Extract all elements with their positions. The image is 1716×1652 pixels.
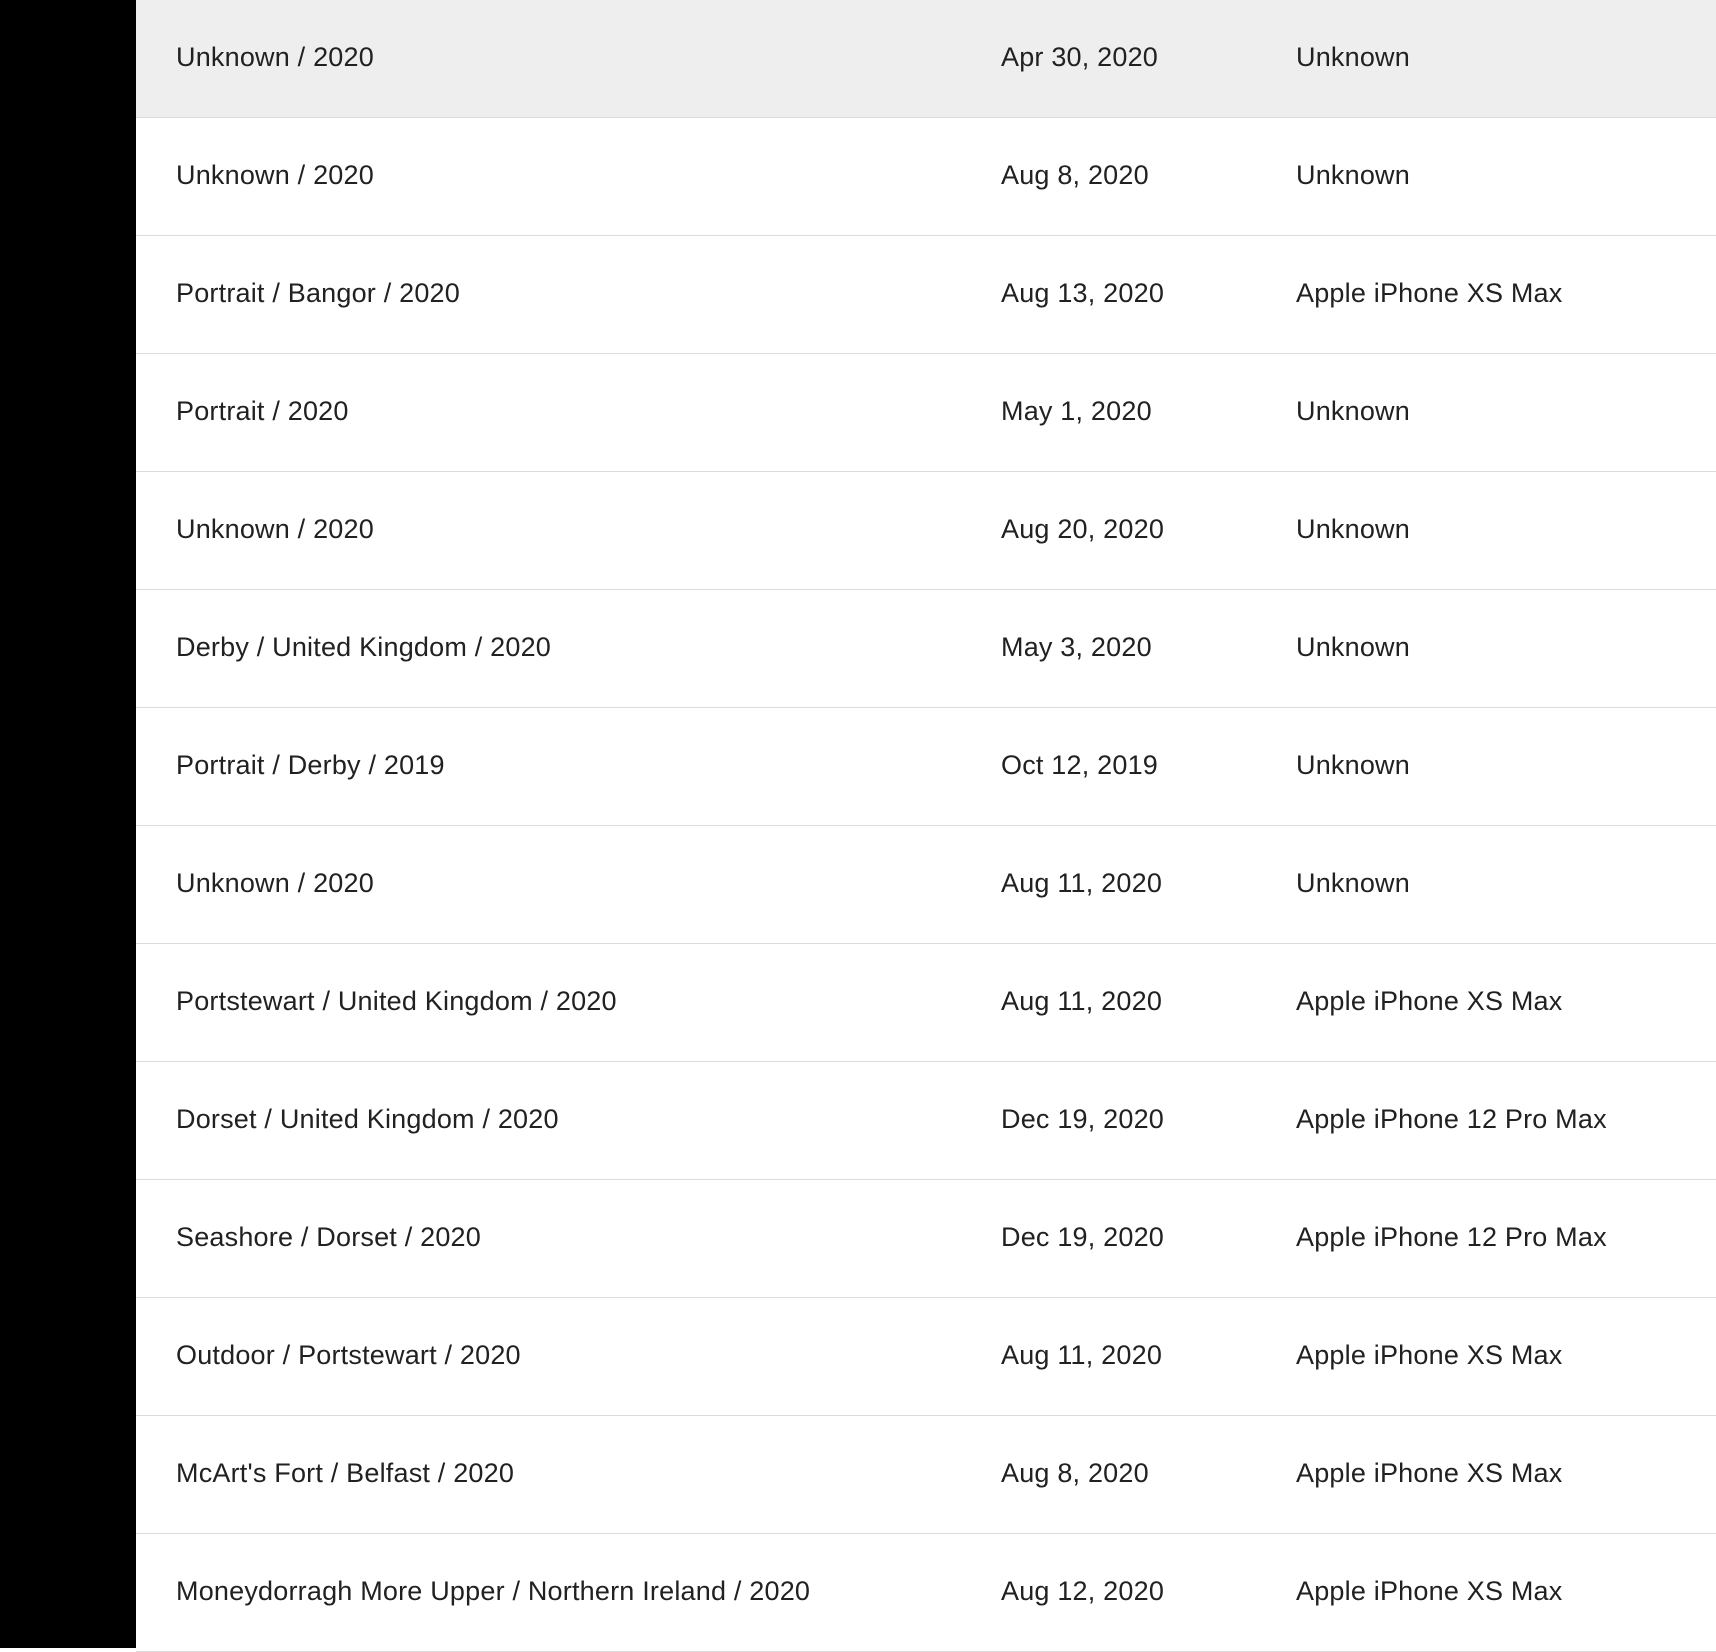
album-date: Aug 12, 2020 [1001,1576,1165,1606]
album-camera: Apple iPhone 12 Pro Max [1296,1222,1607,1252]
album-title: Portstewart / United Kingdom / 2020 [176,986,617,1016]
album-date: Aug 11, 2020 [1001,986,1163,1016]
album-title: Dorset / United Kingdom / 2020 [176,1104,559,1134]
table-row[interactable] [136,118,1716,236]
album-date: May 3, 2020 [1001,632,1152,662]
album-date: Aug 11, 2020 [1001,1340,1163,1370]
album-title: Derby / United Kingdom / 2020 [176,632,552,662]
album-camera: Apple iPhone 12 Pro Max [1296,1104,1607,1134]
table-row[interactable] [136,708,1716,826]
album-camera: Unknown [1296,868,1410,898]
table-row[interactable] [136,1298,1716,1416]
album-title: Moneydorragh More Upper / Northern Ireland / 2020 [176,1576,811,1606]
table-row[interactable] [136,1180,1716,1298]
table-row[interactable] [136,590,1716,708]
album-title: Outdoor / Portstewart / 2020 [176,1340,521,1370]
album-list-table [136,0,1716,1648]
album-title: Portrait / Derby / 2019 [176,750,445,780]
table-row[interactable] [136,354,1716,472]
album-title: Unknown / 2020 [176,514,374,544]
table-row[interactable] [136,0,1716,118]
album-title: Unknown / 2020 [176,160,374,190]
album-date: Aug 13, 2020 [1001,278,1165,308]
album-date: Oct 12, 2019 [1001,750,1159,780]
album-camera: Unknown [1296,160,1410,190]
table-row[interactable] [136,944,1716,1062]
album-camera: Apple iPhone XS Max [1296,1458,1563,1488]
left-sidebar-bar [0,0,136,1648]
table-row[interactable] [136,1416,1716,1534]
album-date: Aug 8, 2020 [1001,160,1149,190]
album-title: Seashore / Dorset / 2020 [176,1222,481,1252]
table-row[interactable] [136,826,1716,944]
album-date: Aug 8, 2020 [1001,1458,1149,1488]
album-camera: Apple iPhone XS Max [1296,1576,1563,1606]
album-camera: Unknown [1296,750,1410,780]
album-date: Dec 19, 2020 [1001,1222,1165,1252]
album-camera: Unknown [1296,632,1410,662]
album-date: May 1, 2020 [1001,396,1152,426]
album-date: Aug 11, 2020 [1001,868,1163,898]
table-row[interactable] [136,1062,1716,1180]
album-camera: Unknown [1296,42,1410,72]
album-camera: Apple iPhone XS Max [1296,986,1563,1016]
album-camera: Unknown [1296,514,1410,544]
album-title: Portrait / 2020 [176,396,349,426]
album-title: Unknown / 2020 [176,42,374,72]
album-title: Unknown / 2020 [176,868,374,898]
album-camera: Apple iPhone XS Max [1296,1340,1563,1370]
album-title: Portrait / Bangor / 2020 [176,278,460,308]
table-row[interactable] [136,1534,1716,1652]
table-row[interactable] [136,236,1716,354]
table-row[interactable] [136,472,1716,590]
album-title: McArt's Fort / Belfast / 2020 [176,1458,515,1488]
album-camera: Apple iPhone XS Max [1296,278,1563,308]
album-camera: Unknown [1296,396,1410,426]
album-date: Aug 20, 2020 [1001,514,1165,544]
album-date: Dec 19, 2020 [1001,1104,1165,1134]
album-date: Apr 30, 2020 [1001,42,1159,72]
